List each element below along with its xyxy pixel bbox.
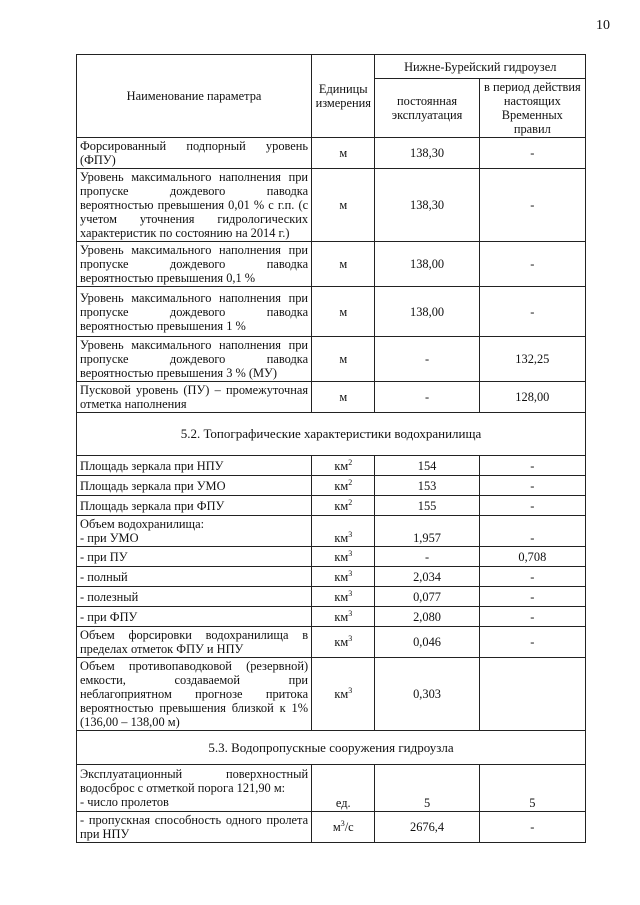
unit-text: км xyxy=(334,687,349,701)
value-temporary: 0,708 xyxy=(479,547,585,567)
value-permanent: 0,303 xyxy=(375,658,479,731)
table-row xyxy=(77,567,586,587)
param-name: Форсированный подпорный уровень (ФПУ) xyxy=(77,138,312,169)
unit-cell: м xyxy=(312,382,375,413)
table-row xyxy=(77,337,586,382)
table-row xyxy=(77,658,586,731)
unit-cell xyxy=(312,658,375,731)
page-number: 10 xyxy=(596,18,610,33)
unit-text: км xyxy=(334,531,349,545)
unit-text: км xyxy=(334,549,349,564)
param-name: Площадь зеркала при УМО xyxy=(77,476,312,496)
unit-cell xyxy=(312,627,375,658)
value-permanent: 2,034 xyxy=(375,567,479,587)
value-temporary: - xyxy=(479,496,585,516)
value-permanent: 5 xyxy=(375,765,479,812)
unit-exponent: 3 xyxy=(348,529,353,539)
value-temporary: 132,25 xyxy=(479,337,585,382)
param-name: Уровень максимального наполнения при пропуске дождевого паводка вероятностью превышения 0,01 % с г.п. (с учетом уточнения гидрологических характеристик по состоянию на 2014 г.) xyxy=(77,169,312,242)
table-row xyxy=(77,547,586,567)
table-row xyxy=(77,287,586,337)
table-row xyxy=(77,627,586,658)
unit-cell: м xyxy=(312,138,375,169)
table-row xyxy=(77,382,586,413)
param-name xyxy=(77,765,312,812)
unit-exponent: 3 xyxy=(348,608,353,618)
header-param: Наименование параметра xyxy=(77,55,312,138)
value-temporary: - xyxy=(479,242,585,287)
section-heading-topography: 5.2. Топографические характеристики водохранилища xyxy=(77,413,586,456)
param-name: - полезный xyxy=(77,587,312,607)
unit-cell xyxy=(312,456,375,476)
value-temporary: - xyxy=(479,476,585,496)
unit-cell xyxy=(312,476,375,496)
unit-exponent: 3 xyxy=(348,548,353,558)
parameters-table xyxy=(76,54,586,843)
unit-text: км xyxy=(334,498,349,513)
value-permanent: 138,00 xyxy=(375,287,479,337)
value-permanent: 155 xyxy=(375,496,479,516)
spillway-title: Эксплуатационный поверхностный водосброс с отметкой порога 121,90 м: xyxy=(80,767,309,795)
value-temporary xyxy=(479,658,585,731)
table-row xyxy=(77,169,586,242)
unit-text: м xyxy=(332,820,341,834)
value-permanent: - xyxy=(375,547,479,567)
header-unit: Единицы измерения xyxy=(312,55,375,138)
value-temporary: 5 xyxy=(479,765,585,812)
unit-cell xyxy=(312,516,375,547)
unit-text: км xyxy=(334,635,349,649)
unit-cell: ед. xyxy=(312,765,375,812)
unit-text: км xyxy=(334,569,349,584)
table-row xyxy=(77,413,586,456)
unit-cell xyxy=(312,812,375,843)
value-permanent: - xyxy=(375,337,479,382)
value-temporary: - xyxy=(479,587,585,607)
table-row xyxy=(77,456,586,476)
value-temporary: - xyxy=(479,812,585,843)
unit-text: км xyxy=(334,478,349,493)
header-sub-permanent: постоянная эксплуатация xyxy=(375,79,479,138)
value-permanent: 2676,4 xyxy=(375,812,479,843)
param-name: Уровень максимального наполнения при пропуске дождевого паводка вероятностью превышения 3 % (МУ) xyxy=(77,337,312,382)
param-name: Уровень максимального наполнения при пропуске дождевого паводка вероятностью превышения 1 % xyxy=(77,287,312,337)
value-permanent: 0,077 xyxy=(375,587,479,607)
unit-cell xyxy=(312,496,375,516)
value-permanent: - xyxy=(375,382,479,413)
value-permanent: 154 xyxy=(375,456,479,476)
unit-exponent: 3 xyxy=(340,818,345,828)
spillway-sub: - число пролетов xyxy=(80,795,169,809)
table-row xyxy=(77,731,586,765)
param-name: Площадь зеркала при НПУ xyxy=(77,456,312,476)
table-row xyxy=(77,765,586,812)
unit-cell: м xyxy=(312,242,375,287)
unit-cell: м xyxy=(312,337,375,382)
value-permanent: 2,080 xyxy=(375,607,479,627)
table-row xyxy=(77,496,586,516)
header-group: Нижне-Бурейский гидроузел xyxy=(375,55,586,79)
unit-cell: м xyxy=(312,169,375,242)
param-name: Уровень максимального наполнения при пропуске дождевого паводка вероятностью превышения 0,1 % xyxy=(77,242,312,287)
unit-exponent: 3 xyxy=(348,568,353,578)
value-permanent: 138,30 xyxy=(375,169,479,242)
table-row xyxy=(77,587,586,607)
value-temporary: - xyxy=(479,607,585,627)
table-row xyxy=(77,607,586,627)
param-name: Объем форсировки водохранилища в пределах отметок ФПУ и НПУ xyxy=(77,627,312,658)
unit-cell xyxy=(312,607,375,627)
value-temporary: - xyxy=(479,456,585,476)
param-name: Объем противопаводковой (резервной) емкости, создаваемой при неблагоприятном прогнозе притока вероятностью превышения близкой к 1% (136,00 – 138,00 м) xyxy=(77,658,312,731)
param-name: - пропускная способность одного пролета при НПУ xyxy=(77,812,312,843)
value-permanent: 0,046 xyxy=(375,627,479,658)
unit-exponent: 3 xyxy=(348,633,353,643)
value-permanent: 1,957 xyxy=(375,516,479,547)
param-name xyxy=(77,516,312,547)
unit-exponent: 2 xyxy=(348,457,353,467)
table-row xyxy=(77,242,586,287)
param-name: - полный xyxy=(77,567,312,587)
value-temporary: 128,00 xyxy=(479,382,585,413)
param-name: Площадь зеркала при ФПУ xyxy=(77,496,312,516)
table-row xyxy=(77,138,586,169)
volume-title: Объем водохранилища: xyxy=(80,517,205,531)
table-row xyxy=(77,476,586,496)
unit-text: км xyxy=(334,589,349,604)
value-permanent: 138,30 xyxy=(375,138,479,169)
unit-text: км xyxy=(334,458,349,473)
param-name: - при ПУ xyxy=(77,547,312,567)
header-sub-temporary: в период действия настоящих Временных правил xyxy=(479,79,585,138)
unit-tail: /с xyxy=(344,820,354,834)
unit-exponent: 2 xyxy=(348,477,353,487)
unit-exponent: 3 xyxy=(348,588,353,598)
table-row xyxy=(77,812,586,843)
unit-cell xyxy=(312,587,375,607)
section-heading-spillways: 5.3. Водопропускные сооружения гидроузла xyxy=(77,731,586,765)
volume-sub: - при УМО xyxy=(80,531,139,545)
param-name: Пусковой уровень (ПУ) – промежуточная отметка наполнения xyxy=(77,382,312,413)
unit-cell: м xyxy=(312,287,375,337)
unit-exponent: 3 xyxy=(348,685,353,695)
value-temporary: - xyxy=(479,169,585,242)
param-name: - при ФПУ xyxy=(77,607,312,627)
value-temporary: - xyxy=(479,516,585,547)
value-permanent: 138,00 xyxy=(375,242,479,287)
unit-text: км xyxy=(334,609,349,624)
table-row xyxy=(77,516,586,547)
value-temporary: - xyxy=(479,287,585,337)
value-temporary: - xyxy=(479,138,585,169)
value-permanent: 153 xyxy=(375,476,479,496)
unit-cell xyxy=(312,547,375,567)
unit-cell xyxy=(312,567,375,587)
unit-exponent: 2 xyxy=(348,497,353,507)
value-temporary: - xyxy=(479,567,585,587)
value-temporary: - xyxy=(479,627,585,658)
